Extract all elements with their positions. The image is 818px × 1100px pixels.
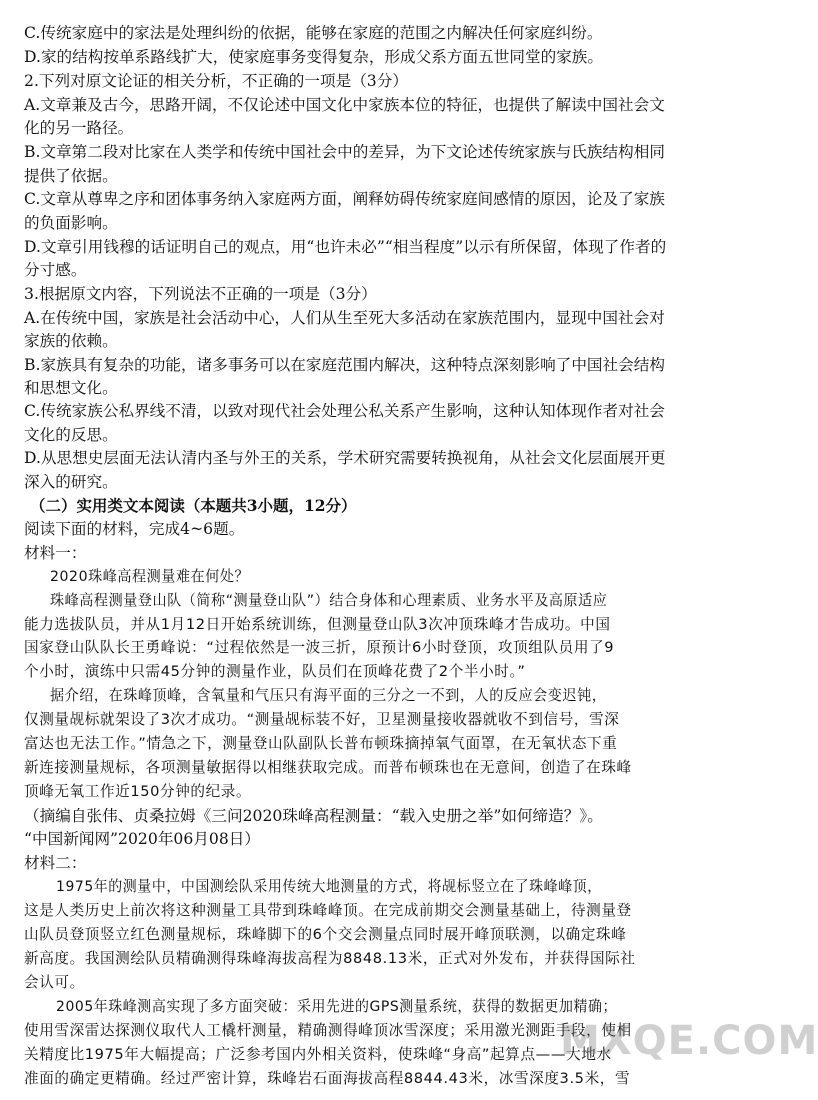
q3-option-b-line1: B.家族具有复杂的功能，诸多事务可以在家庭范围内解决，这种特点深刻影响了中国社会结构 [24,356,666,374]
q3-option-d-line2: 深入的研究。 [24,473,118,491]
material-two-p2-line1: 2005年珠峰测高实现了多方面突破：采用先进的GPS测量系统，获得的数据更加精确； [56,998,618,1015]
material-two-p1-line1: 1975年的测量中，中国测绘队采用传统大地测量的方式，将觇标竖立在了珠峰峰顶， [56,878,602,895]
option-c-q1: C.传统家庭中的家法是处理纠纷的依据，能够在家庭的范围之内解决任何家庭纠纷。 [24,24,603,42]
material-one-p2-line2: 仅测量觇标就架设了3次才成功。“测量觇标装不好，卫星测量接收器就收不到信号，雪深 [24,711,620,728]
q2-option-d-line1: D.文章引用钱穆的话证明自己的观点，用“也许未必”“相当程度”以示有所保留，体现了作者的 [24,238,667,256]
material-one-title: 2020珠峰高程测量难在何处？ [50,568,250,585]
material-two-p1-line2: 这是人类历史上前次将这种测量工具带到珠峰峰顶。在完成前期交会测量基础上，待测量登 [24,902,632,919]
material-one-source-line2: “中国新闻网”2020年06月08日） [24,830,261,848]
material-two-p2-line2: 使用雪深雷达探测仪取代人工橇杆测量，精确测得峰顶冰雪深度；采用激光测距手段，使相 [24,1022,632,1039]
q3-option-a-line1: A.在传统中国，家族是社会活动中心，人们从生至死大多活动在家族范围内，显现中国社会对 [24,309,665,327]
material-two-p2-line3: 关精度比1975年大幅提高；广泛参考国内外相关资料，使珠峰“身高”起算点——大地水 [24,1046,612,1063]
q3-option-a-line2: 家族的依赖。 [24,332,118,350]
reading-instruction: 阅读下面的材料，完成4~6题。 [24,520,245,538]
q2-option-d-line2: 分寸感。 [24,261,87,279]
material-one-p2-line4: 新连接测量规标，各项测量敏据得以相继获取完成。而普布顿珠也在无意间，创造了在珠峰 [24,759,632,776]
q2-option-b-line2: 提供了依据。 [24,167,118,185]
material-one-p2-line5: 顶峰无氧工作近150分钟的纪录。 [24,783,252,800]
q2-option-a-line1: A.文章兼及古今，思路开阔，不仅论述中国文化中家族本位的特征，也提供了解读中国社会文 [24,96,665,114]
q3-option-c-line1: C.传统家族公私界线不清，以致对现代社会处理公私关系产生影响，这种认知体现作者对社会 [24,402,665,420]
material-one-label: 材料一： [24,544,87,562]
material-one-p1-line4: 个小时，演练中只需45分钟的测量作业，队员们在顶峰花费了2个半小时。” [24,663,526,680]
material-one-p2-line1: 据介绍，在珠峰顶峰，含氧量和气压只有海平面的三分之一不到，人的反应会变迟钝， [50,687,607,704]
section-heading: （二）实用类文本阅读（本题共3小题，12分） [30,496,357,515]
q2-option-c-line1: C.文章从尊卑之序和团体事务纳入家庭两方面，阐释妨碍传统家庭间感情的原因，论及了家族 [24,190,665,208]
q2-option-c-line2: 的负面影响。 [24,214,118,232]
question-3-stem: 3.根据原文内容，下列说法不正确的一项是（3分） [24,285,377,303]
question-2-stem: 2.下列对原文论证的相关分析，不正确的一项是（3分） [24,72,408,90]
material-one-p1-line3: 国家登山队队长王勇峰说：“过程依然是一波三折，原预计6小时登顶，攻顶组队员用了9 [24,639,615,656]
material-one-p1-line2: 能力选拔队员，并从1月12日开始系统训练，但测量登山队3次冲顶珠峰才告成功。中国 [24,616,611,633]
q2-option-b-line1: B.文章第二段对比家在人类学和传统中国社会中的差异，为下文论述传统家族与氏族结构相同 [24,143,666,161]
material-one-p2-line3: 富达也无法工作。”情急之下，测量登山队副队长普布顿珠摘掉氧气面罩，在无氧状态下重 [24,735,618,752]
site-watermark: MXQE.COM [560,1018,818,1064]
material-one-source-line1: （摘编自张伟、贞桑拉姆《三问2020珠峰高程测量：“载入史册之举”如何缔造？》。 [24,807,603,825]
material-two-label: 材料二： [24,854,87,872]
option-d-q1: D.家的结构按单系路线扩大，使家庭事务变得复杂，形成父系方面五世同堂的家族。 [24,48,604,66]
q3-option-d-line1: D.从思想史层面无法认清内圣与外王的关系，学术研究需要转换视角，从社会文化层面展开更 [24,449,666,467]
material-one-p1-line1: 珠峰高程测量登山队（简称“测量登山队”）结合身体和心理素质、业务水平及高原适应 [50,592,608,609]
material-two-p1-line3: 山队员登顶竖立红色测量规标，珠峰脚下的6个交会测量点同时展开峰顶联测，以确定珠峰 [24,926,627,943]
material-two-p1-line5: 会认可。 [24,974,85,991]
q3-option-c-line2: 文化的反思。 [24,426,118,444]
q2-option-a-line2: 化的另一路径。 [24,119,134,137]
material-two-p1-line4: 新高度。我国测绘队员精确测得珠峰海拔高程为8848.13米，正式对外发布，并获得国际社 [24,950,636,967]
material-two-p2-line4: 准面的确定更精确。经过严密计算，珠峰岩石面海拔高程8844.43米，冰雪深度3.5米，雪 [24,1070,631,1087]
q3-option-b-line2: 和思想文化。 [24,379,118,397]
